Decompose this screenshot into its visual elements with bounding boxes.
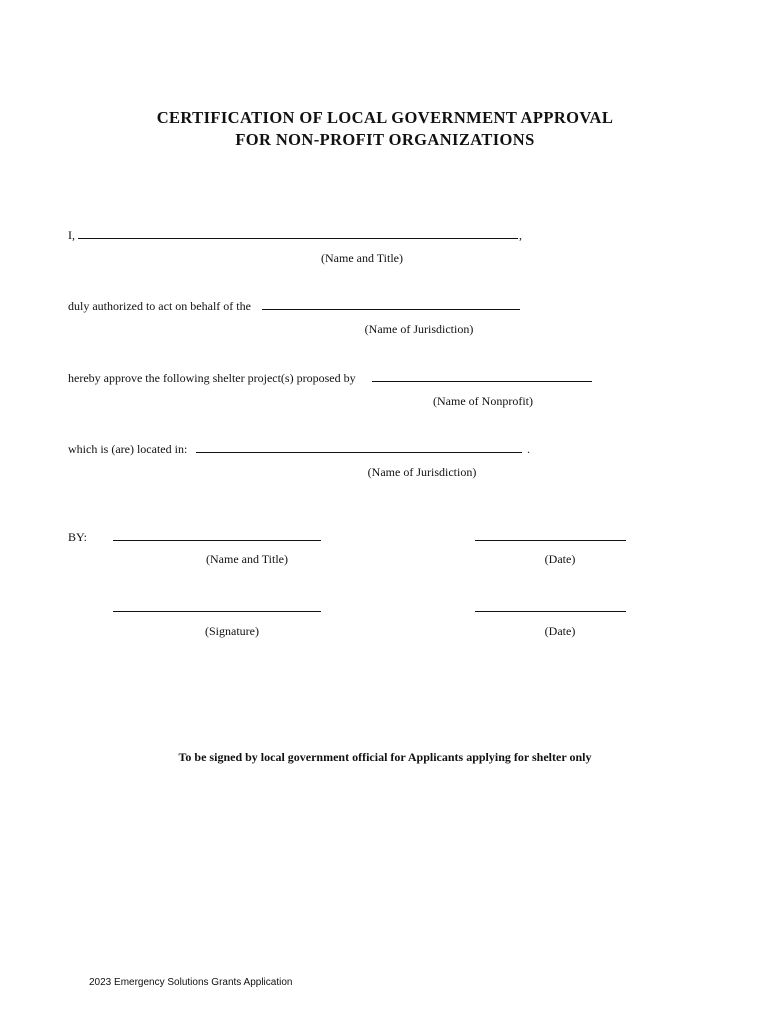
- document-title-line-2: FOR NON-PROFIT ORGANIZATIONS: [235, 130, 535, 149]
- jurisdiction-caption: (Name of Jurisdiction): [364, 322, 474, 336]
- date-line-2[interactable]: [475, 611, 626, 612]
- name-title-field-line[interactable]: [78, 238, 518, 239]
- signature-caption: (Signature): [205, 624, 259, 638]
- name-suffix-text: ,: [519, 228, 522, 242]
- page-footer: 2023 Emergency Solutions Grants Application: [89, 977, 293, 988]
- name-prefix-text: I,: [68, 228, 75, 242]
- signature-line[interactable]: [113, 611, 321, 612]
- location-jurisdiction-caption: (Name of Jurisdiction): [367, 465, 477, 479]
- name-title-caption: (Name and Title): [321, 251, 403, 265]
- authorized-text: duly authorized to act on behalf of the: [68, 299, 251, 313]
- nonprofit-field-line[interactable]: [372, 381, 592, 382]
- signer-name-title-line[interactable]: [113, 540, 321, 541]
- location-suffix-text: .: [527, 442, 530, 456]
- date-caption-1: (Date): [544, 552, 576, 566]
- signer-name-title-caption: (Name and Title): [206, 552, 288, 566]
- jurisdiction-field-line[interactable]: [262, 309, 520, 310]
- approve-text: hereby approve the following shelter project(s) proposed by: [68, 371, 356, 385]
- location-jurisdiction-field-line[interactable]: [196, 452, 522, 453]
- date-caption-2: (Date): [544, 624, 576, 638]
- nonprofit-caption: (Name of Nonprofit): [433, 394, 533, 408]
- by-label: BY:: [68, 530, 87, 544]
- document-title-line-1: CERTIFICATION OF LOCAL GOVERNMENT APPROVAL: [156, 108, 614, 127]
- location-text: which is (are) located in:: [68, 442, 188, 456]
- signing-notice: To be signed by local government official for Applicants applying for shelter only: [178, 750, 592, 764]
- date-line-1[interactable]: [475, 540, 626, 541]
